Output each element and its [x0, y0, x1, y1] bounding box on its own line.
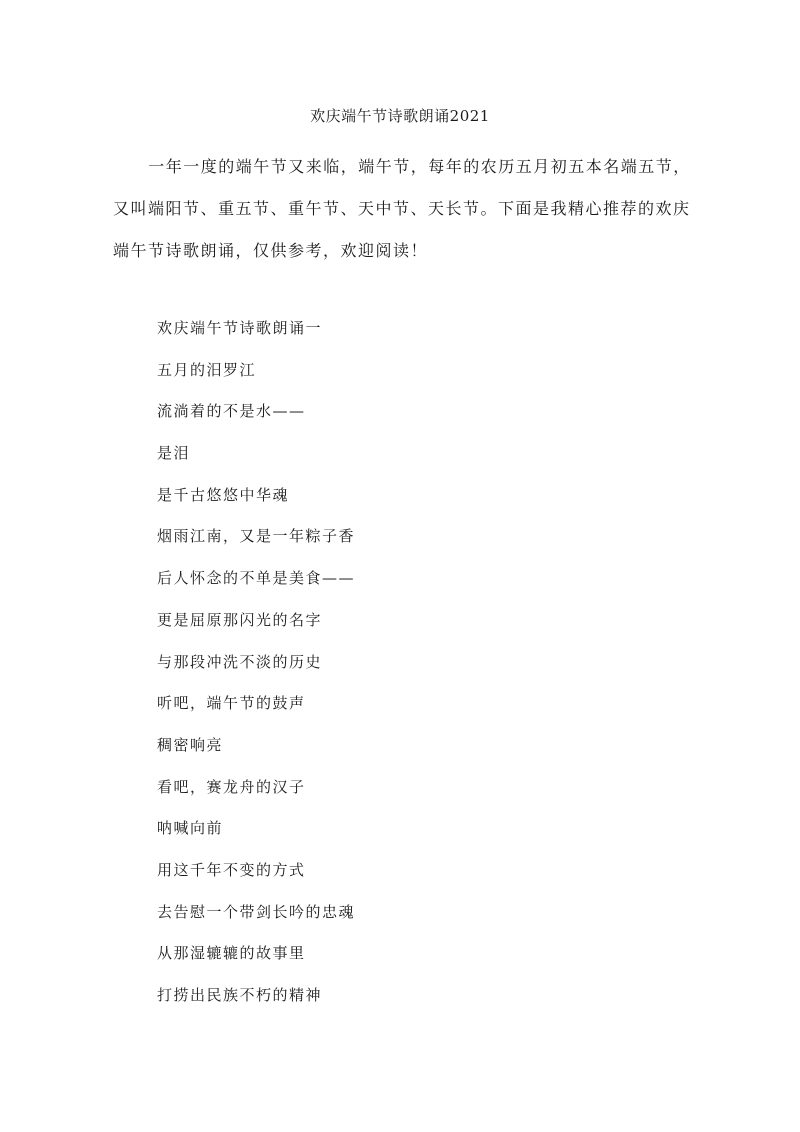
poem-line: 从那湿辘辘的故事里: [157, 944, 306, 963]
poem: [157, 312, 355, 1021]
poem-line: 是泪: [157, 444, 191, 463]
poem-line: 去告慰一个带剑长吟的忠魂: [157, 902, 356, 921]
poem-line: 更是屈原那闪光的名字: [157, 610, 323, 629]
poem-line: 看吧，赛龙舟的汉子: [157, 777, 306, 796]
poem-line: 听吧，端午节的鼓声: [157, 694, 306, 713]
document-title: 欢庆端午节诗歌朗诵2021: [310, 107, 490, 125]
poem-line: 流淌着的不是水——: [157, 402, 306, 421]
poem-line: 烟雨江南，又是一年粽子香: [157, 527, 356, 546]
poem-line: 呐喊向前: [157, 819, 224, 838]
poem-line: 稠密响亮: [157, 735, 224, 754]
poem-line: 欢庆端午节诗歌朗诵一: [157, 319, 323, 337]
poem-line: 五月的汨罗江: [157, 360, 257, 379]
poem-line: 后人怀念的不单是美食——: [157, 569, 356, 588]
poem-line: 与那段冲洗不淡的历史: [157, 652, 323, 671]
poem-line: 是千古悠悠中华魂: [157, 485, 290, 504]
poem-line: 用这千年不变的方式: [157, 860, 306, 879]
poem-line: 打捞出民族不朽的精神: [157, 986, 323, 1004]
intro-paragraph: 一年一度的端午节又来临，端午节，每年的农历五月初五本名端五节，又叫端阳节、重五节、重午节、天中节、天长节。下面是我精心推荐的欢庆端午节诗歌朗诵，仅供参考，欢迎阅读！: [113, 157, 691, 260]
